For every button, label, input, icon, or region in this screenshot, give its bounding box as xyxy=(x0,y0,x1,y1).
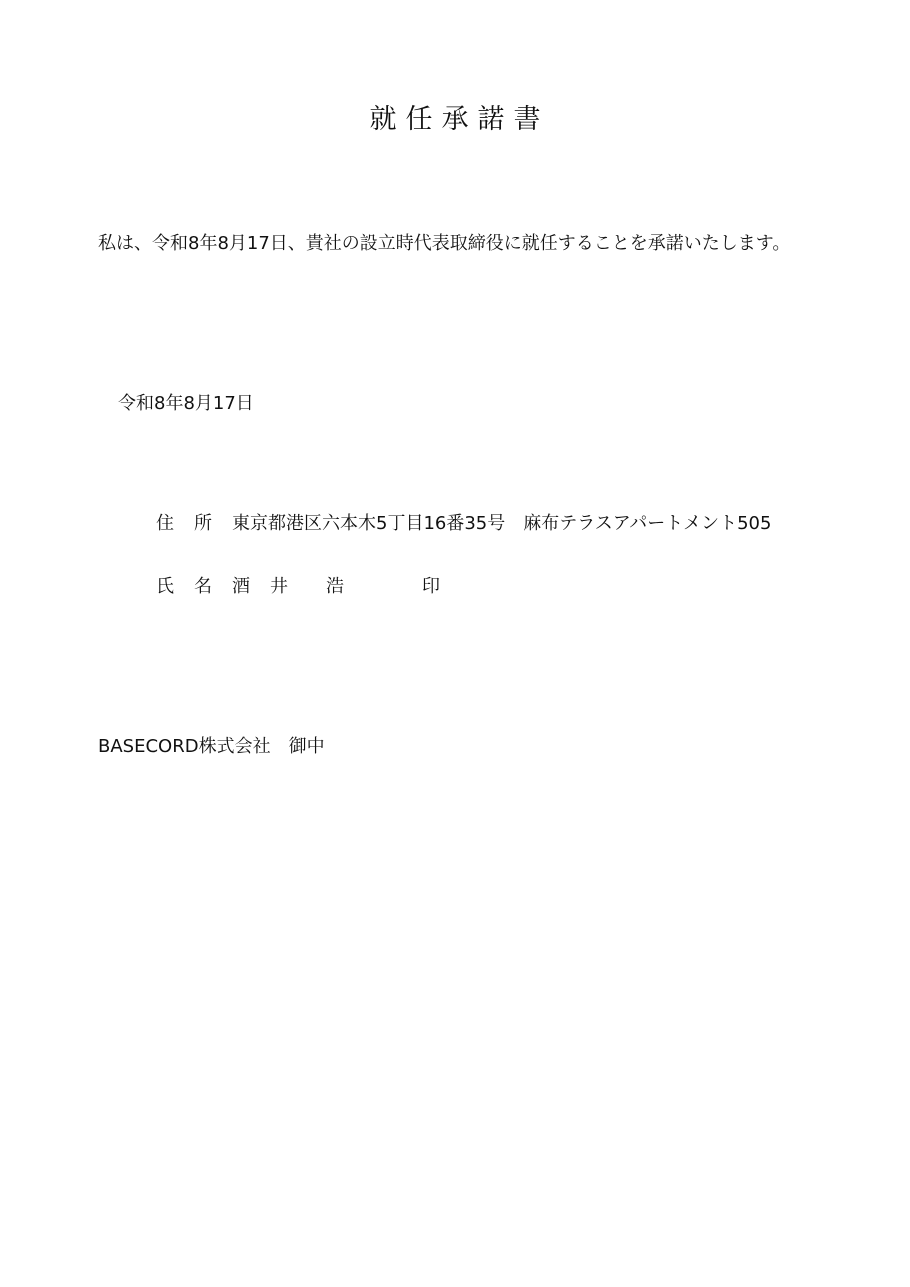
surname-char-2: 井 xyxy=(270,576,288,597)
full-name xyxy=(232,574,344,600)
address-label xyxy=(156,511,232,537)
document-date: 令和8年8月17日 xyxy=(118,393,254,414)
consent-statement: 私は、令和8年8月17日、貴社の設立時代表取締役に就任することを承諾いたします。 xyxy=(98,233,791,254)
name-row xyxy=(156,574,440,600)
address-row xyxy=(156,511,771,537)
seal-mark: 印 xyxy=(422,576,440,597)
given-name: 浩 xyxy=(326,576,344,597)
address-label-char-1: 住 xyxy=(156,513,174,534)
address-value: 東京都港区六本木5丁目16番35号 麻布テラスアパートメント505 xyxy=(232,513,772,534)
name-label-char-1: 氏 xyxy=(156,576,174,597)
address-label-char-2: 所 xyxy=(194,513,212,534)
addressee: BASECORD株式会社 御中 xyxy=(98,736,325,757)
name-label xyxy=(156,574,232,600)
name-label-char-2: 名 xyxy=(194,576,212,597)
document-title: 就任承諾書 xyxy=(369,104,550,135)
surname-char-1: 酒 xyxy=(232,576,250,597)
